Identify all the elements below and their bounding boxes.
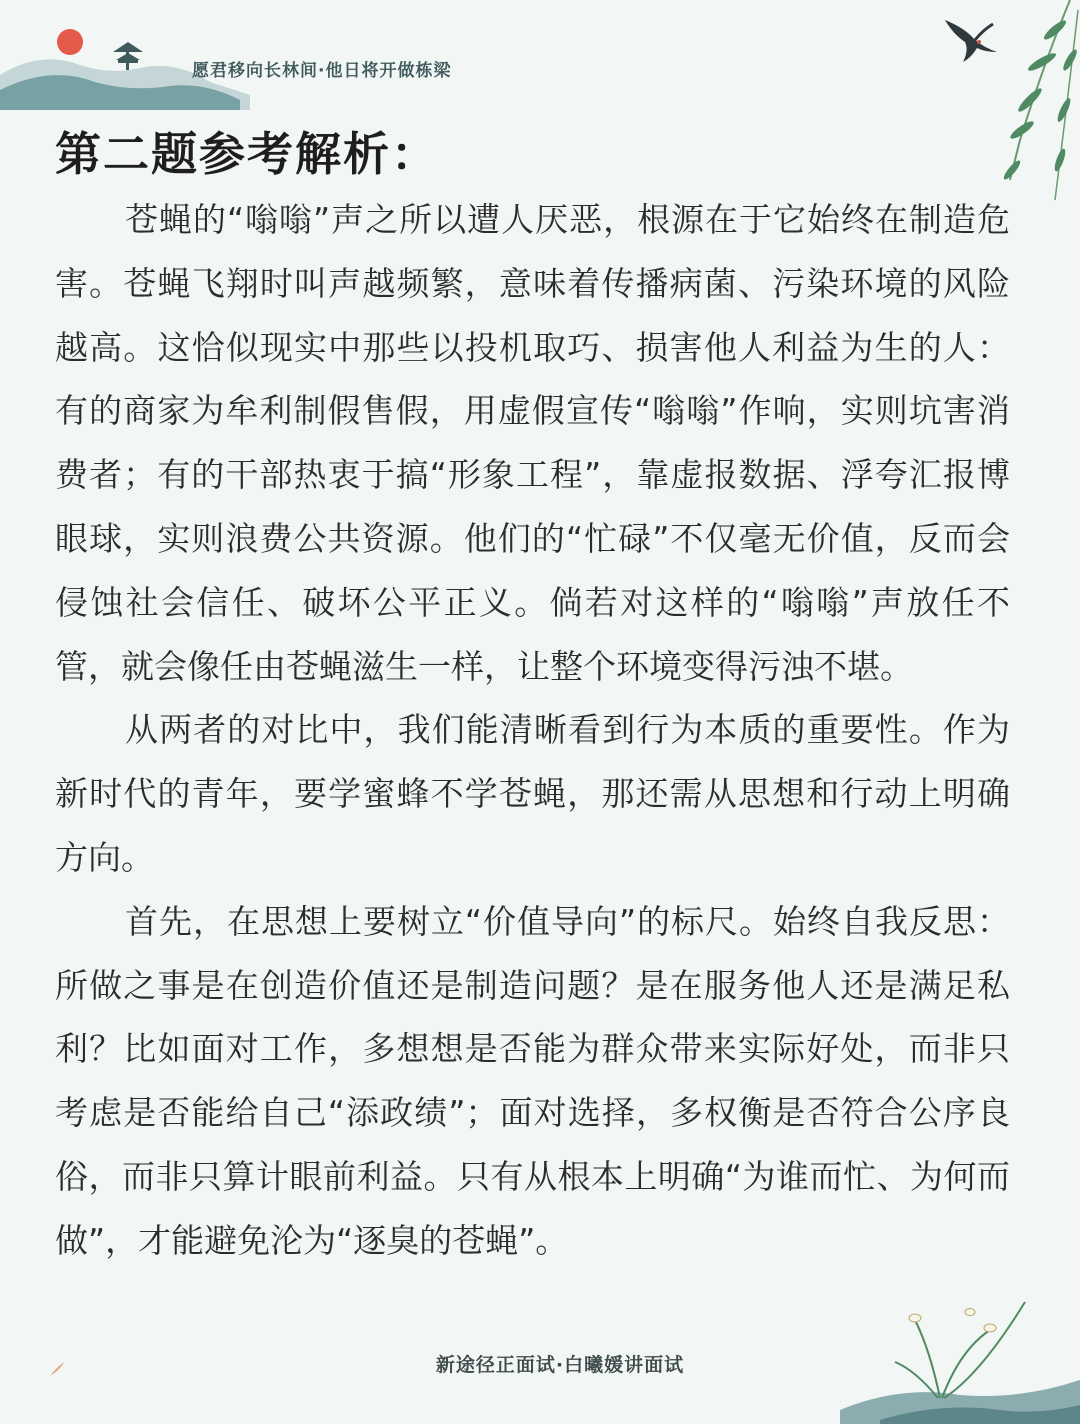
paragraph-3: 首先，在思想上要树立“价值导向”的标尺。始终自我反思：所做之事是在创造价值还是制造问题？是在服务他人还是满足私利？比如面对工作，多想想是否能为群众带来实际好处，而非只考虑是否能给自己“添政绩”；面对选择，多权衡是否符合公序良俗，而非只算计眼前利益。只有从根本上明确“为谁而忙、为何而做”，才能避免沦为“逐臭的苍蝇”。 [55, 901, 1010, 1260]
header-motto: 愿君移向长林间·他日将开做栋梁 [192, 61, 452, 81]
page-title: 第二题参考解析： [55, 127, 439, 181]
paragraph-1: 苍蝇的“嗡嗡”声之所以遭人厌恶，根源在于它始终在制造危害。苍蝇飞翔时叫声越频繁，意味着传播病菌、污染环境的风险越高。这恰似现实中那些以投机取巧、损害他人利益为生的人：有的商家为牟利制假售假，用虚假宣传“嗡嗡”作响，实则坑害消费者；有的干部热衷于搞“形象工程”，靠虚报数据、浮夸汇报博眼球，实则浪费公共资源。他们的“忙碌”不仅毫无价值，反而会侵蚀社会信任、破坏公平正义。倘若对这样的“嗡嗡”声放任不管，就会像任由苍蝇滋生一样，让整个环境变得污浊不堪。 [55, 200, 1010, 686]
pavilion-icon [113, 42, 143, 70]
swallow-icon [935, 8, 1005, 68]
article-body [55, 188, 1010, 1273]
paragraph-2: 从两者的对比中，我们能清晰看到行为本质的重要性。作为新时代的青年，要学蜜蜂不学苍蝇，那还需从思想和行动上明确方向。 [55, 710, 1010, 877]
footer-signature: 新途径正面试·白曦媛讲面试 [435, 1354, 685, 1376]
sun-icon [57, 29, 83, 55]
